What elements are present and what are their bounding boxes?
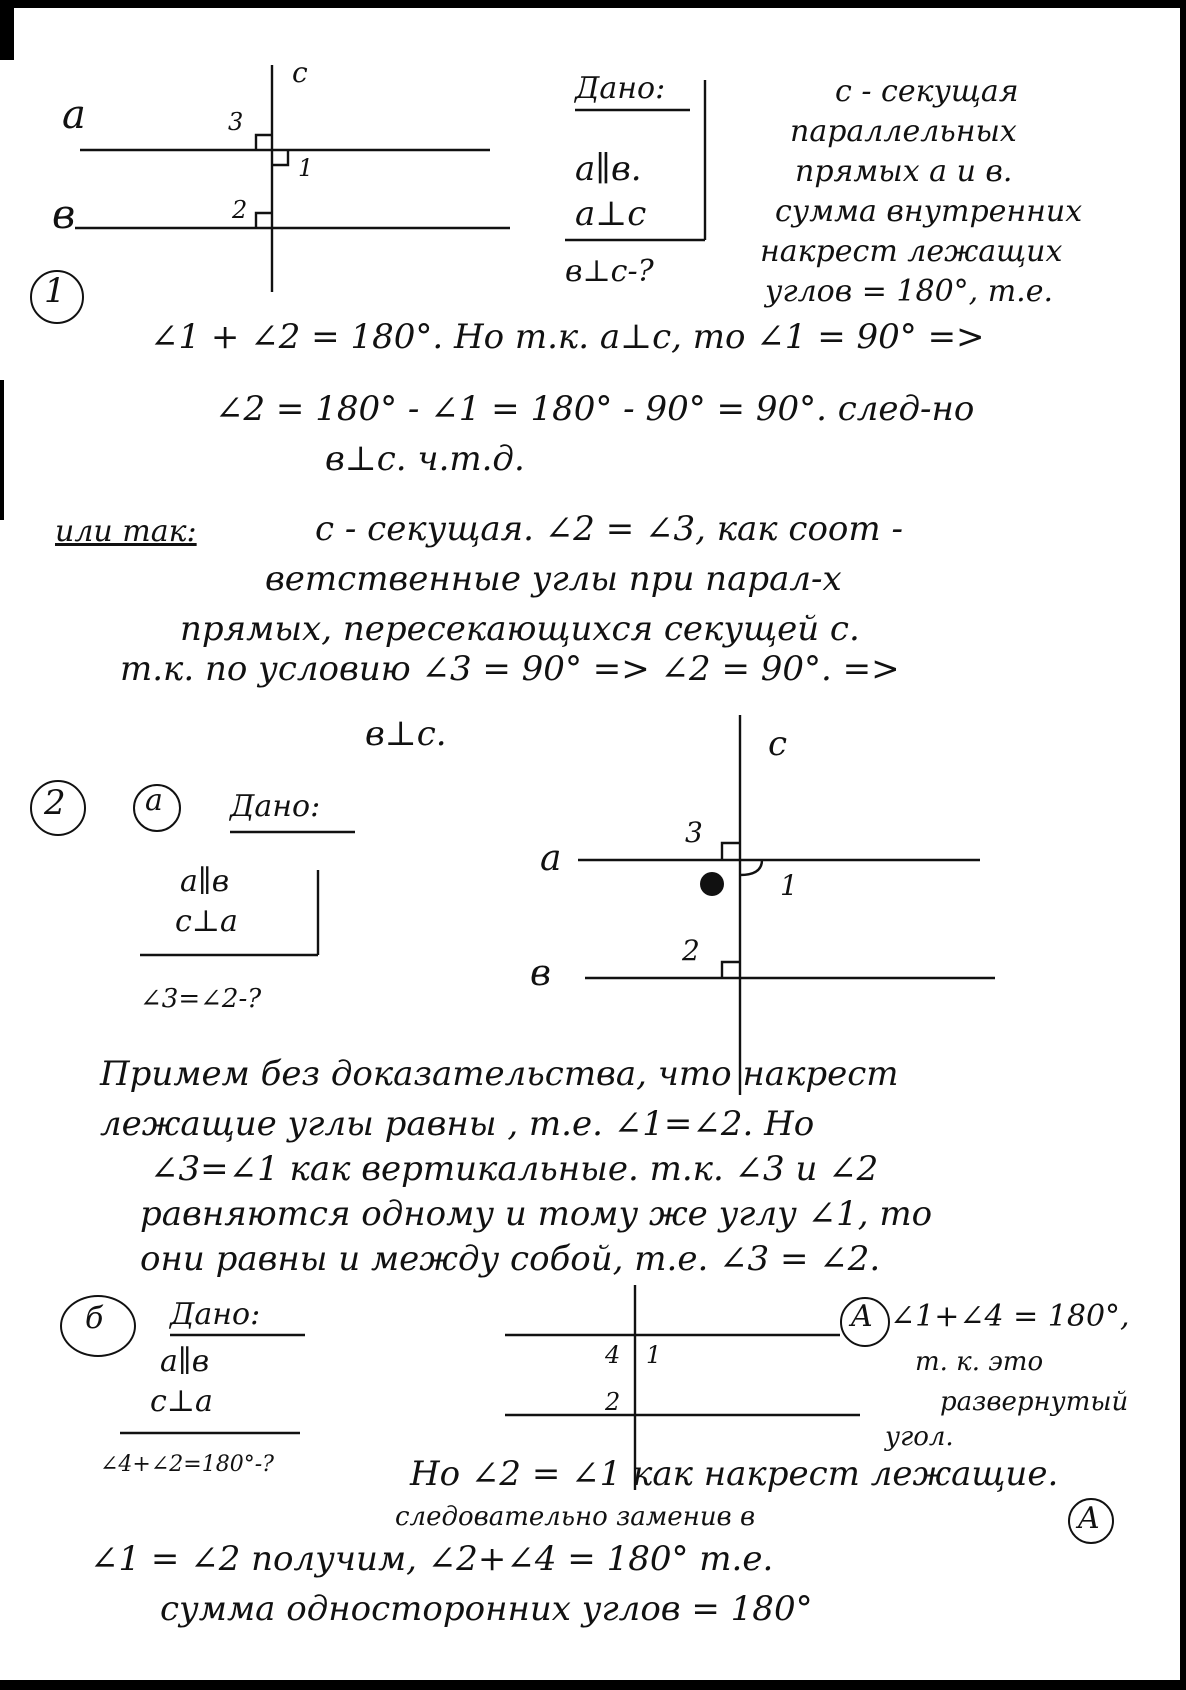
solution-2a-line-4: равняются одному и тому же углу ∠1, то bbox=[140, 1194, 933, 1234]
solution-2a-line-2: лежащие углы равны , т.е. ∠1=∠2. Но bbox=[100, 1104, 815, 1144]
note-2b-line-3: развернутый bbox=[940, 1387, 1129, 1417]
note-2b-line-2: т. к. это bbox=[915, 1347, 1044, 1377]
figure-2b-angle-4: 4 bbox=[605, 1341, 621, 1369]
note-1-line-1: c - секущая bbox=[835, 74, 1019, 109]
alt-line-3: прямых, пересекающихся секущей c. bbox=[180, 609, 860, 649]
figure-2a-angle-3: 3 bbox=[685, 816, 703, 849]
problem-2-number: 2 bbox=[44, 783, 66, 823]
alt-line-1: c - секущая. ∠2 = ∠3, как соот - bbox=[315, 509, 903, 549]
figure-2a-angle-1: 1 bbox=[780, 869, 798, 902]
alt-line-5: в⊥c. bbox=[365, 714, 447, 754]
figure-2b-angle-2: 2 bbox=[605, 1388, 621, 1416]
solution-2a-line-3: ∠3=∠1 как вертикальные. т.к. ∠3 и ∠2 bbox=[150, 1149, 879, 1189]
right-angle-mark-3-2a bbox=[722, 843, 740, 860]
right-angle-mark-2 bbox=[256, 213, 272, 228]
solution-2a-line-1: Примем без доказательства, что накрест bbox=[100, 1054, 899, 1094]
figure-1-label-b: в bbox=[52, 192, 76, 238]
right-angle-mark-2-2a bbox=[722, 962, 740, 978]
solution-2b-line-1: Но ∠2 = ∠1 как накрест лежащие. bbox=[410, 1454, 1059, 1494]
angle-arc-1-2a bbox=[740, 860, 762, 875]
solution-2b-line-4: сумма односторонних углов = 180° bbox=[160, 1589, 813, 1629]
solution-1-line-2: ∠2 = 180° - ∠1 = 180° - 90° = 90°. след-но bbox=[215, 389, 975, 429]
figure-1-label-a: a bbox=[62, 92, 86, 138]
given-2b-line-2: c⊥a bbox=[150, 1384, 213, 1419]
figure-1-angle-3: 3 bbox=[228, 108, 244, 136]
given-2a-line-1: a∥в bbox=[180, 864, 230, 899]
note-1-line-3: прямых a и в. bbox=[795, 154, 1013, 189]
note-1-line-5: накрест лежащих bbox=[760, 234, 1063, 269]
part-a-label: a bbox=[145, 783, 163, 818]
given-1-title: Дано: bbox=[575, 71, 666, 106]
alt-solution-label: или так: bbox=[55, 514, 197, 549]
solution-1-line-3: в⊥c. ч.т.д. bbox=[325, 439, 525, 479]
given-box-2a bbox=[140, 832, 355, 955]
note-1-line-4: сумма внутренних bbox=[775, 194, 1083, 229]
figure-1-angle-1: 1 bbox=[298, 154, 314, 182]
part-b-label: б bbox=[85, 1301, 104, 1336]
given-2a-line-2: c⊥a bbox=[175, 904, 238, 939]
right-angle-mark-3 bbox=[256, 135, 272, 150]
figure-1-label-c: c bbox=[292, 56, 308, 89]
given-1-line-2: a⊥c bbox=[575, 194, 647, 234]
marker-a-label: A bbox=[851, 1299, 873, 1334]
given-2a-question: ∠3=∠2-? bbox=[140, 984, 262, 1014]
figure-2a-label-c: c bbox=[768, 724, 788, 764]
solution-2b-line-2: следовательно заменив в bbox=[395, 1502, 756, 1532]
figure-2a-label-a: a bbox=[540, 838, 562, 879]
figure-1-angle-2: 2 bbox=[232, 196, 248, 224]
scribble-dot bbox=[700, 872, 724, 896]
alt-line-4: т.к. по условию ∠3 = 90° => ∠2 = 90°. => bbox=[120, 649, 900, 689]
right-angle-mark-1 bbox=[272, 150, 288, 165]
figure-2a-label-b: в bbox=[530, 953, 551, 994]
note-1-line-6: углов = 180°, т.е. bbox=[765, 274, 1054, 309]
alt-line-2: ветственные углы при парал-х bbox=[265, 559, 842, 599]
given-2a-title: Дано: bbox=[230, 789, 321, 824]
given-1-question: в⊥c-? bbox=[565, 254, 654, 289]
given-2b-title: Дано: bbox=[170, 1297, 261, 1332]
problem-1-number: 1 bbox=[44, 271, 66, 311]
solution-2b-line-3: ∠1 = ∠2 получим, ∠2+∠4 = 180° т.е. bbox=[90, 1539, 774, 1579]
note-2b-line-4: угол. bbox=[885, 1422, 954, 1452]
marker-a-ref-label: A bbox=[1078, 1501, 1100, 1536]
solution-2a-line-5: они равны и между собой, т.е. ∠3 = ∠2. bbox=[140, 1239, 881, 1279]
figure-2a bbox=[530, 715, 995, 1095]
figure-2b-angle-1: 1 bbox=[646, 1341, 662, 1369]
note-2b-line-1: ∠1+∠4 = 180°, bbox=[890, 1299, 1130, 1334]
figure-1 bbox=[52, 56, 510, 292]
given-2b-line-1: a∥в bbox=[160, 1344, 210, 1379]
figure-2a-angle-2: 2 bbox=[682, 934, 700, 967]
note-1-line-2: параллельных bbox=[790, 114, 1017, 149]
solution-1-line-1: ∠1 + ∠2 = 180°. Но т.к. a⊥c, то ∠1 = 90° => bbox=[150, 317, 985, 357]
given-2b-question: ∠4+∠2=180°-? bbox=[100, 1452, 274, 1477]
given-1-line-1: a∥в. bbox=[575, 149, 642, 189]
